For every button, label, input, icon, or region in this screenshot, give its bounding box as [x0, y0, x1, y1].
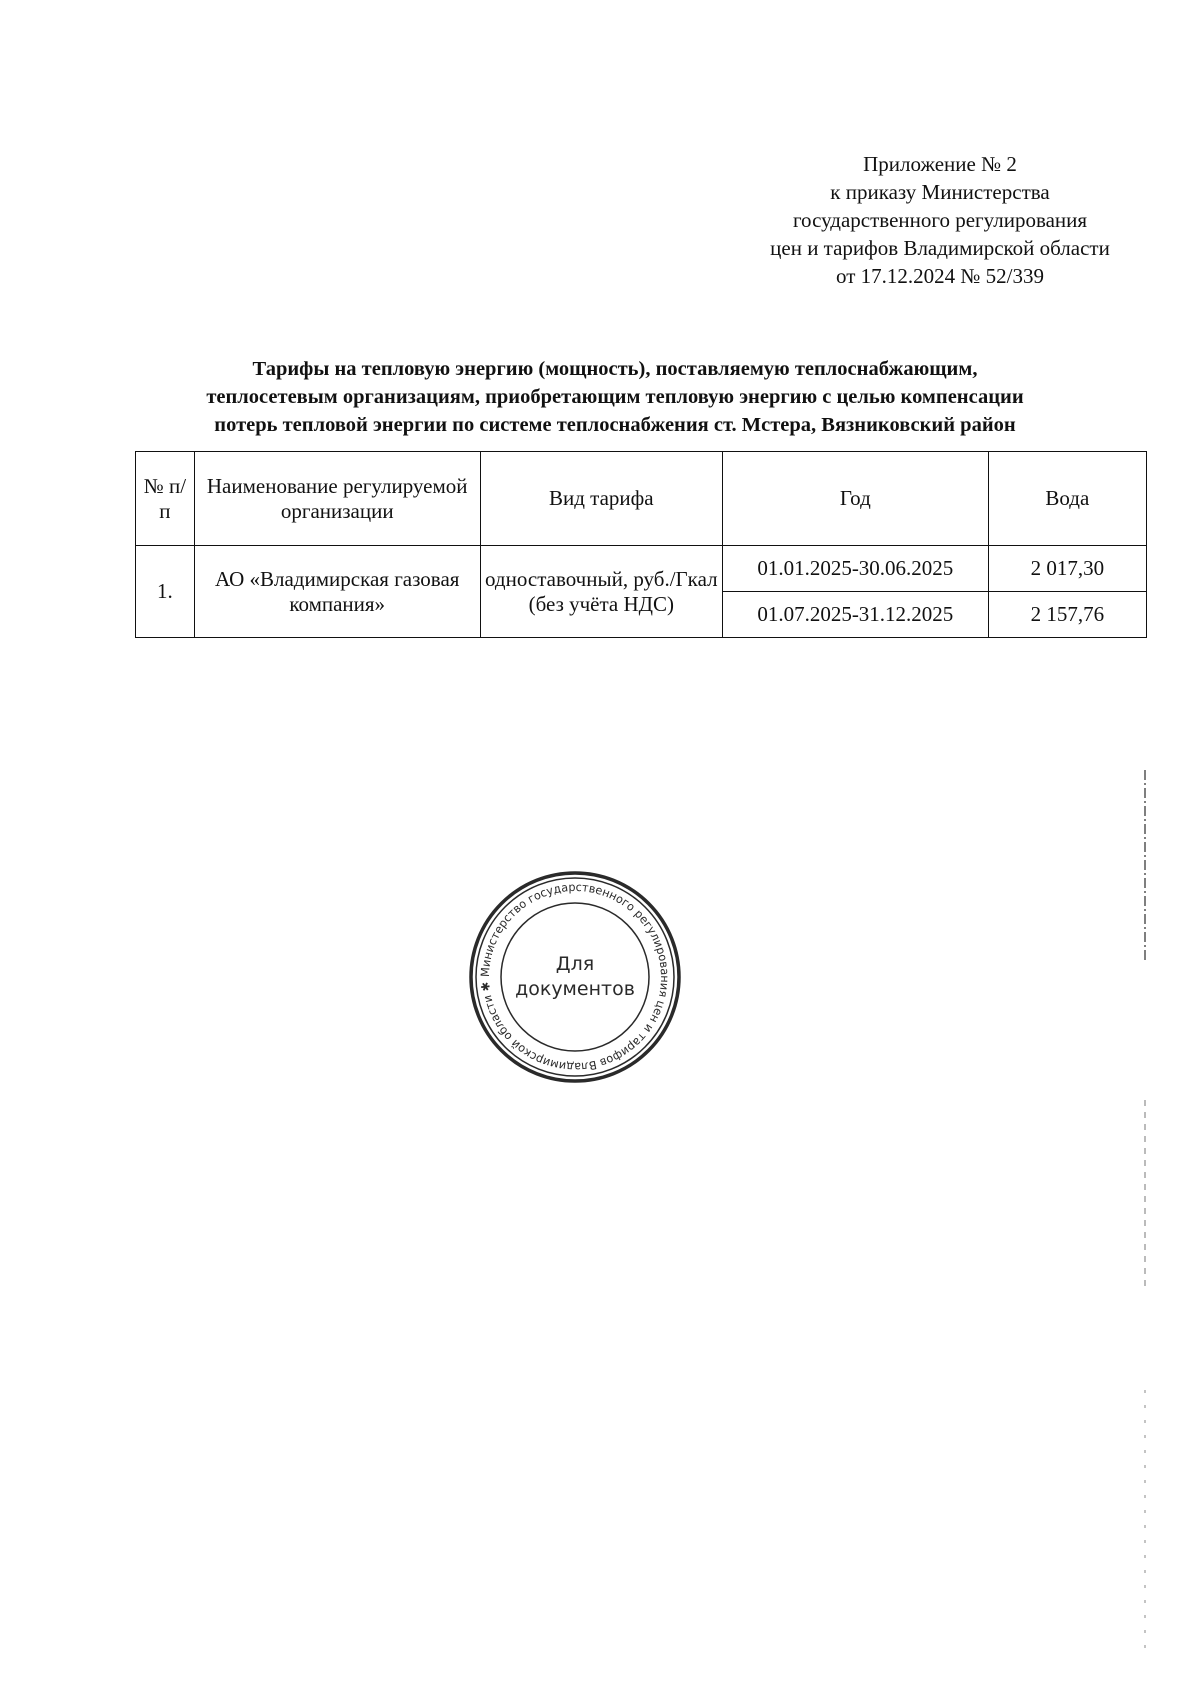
cell-organization: АО «Владимирская газовая компания»: [194, 546, 480, 638]
document-title: [120, 355, 1110, 439]
title-line: теплосетевым организациям, приобретающим тепловую энергию с целью компенсации: [206, 386, 1024, 408]
cell-tariff-kind: одноставочный, руб./Гкал (без учёта НДС): [480, 546, 722, 638]
title-line: Тарифы на тепловую энергию (мощность), поставляемую теплоснабжающим,: [252, 358, 978, 380]
cell-period: 01.07.2025-31.12.2025: [722, 592, 988, 638]
scan-margin-marks: [1140, 770, 1150, 1670]
appendix-line: Приложение № 2: [863, 152, 1017, 176]
header-organization: Наименование регулируемой организации: [194, 452, 480, 546]
stamp-ring-text: [478, 880, 672, 1074]
table-row: [136, 546, 1147, 592]
header-year: Год: [722, 452, 988, 546]
official-stamp: [465, 867, 685, 1087]
header-tariff-kind: Вид тарифа: [480, 452, 722, 546]
appendix-line: цен и тарифов Владимирской области: [770, 236, 1110, 260]
cell-period: 01.01.2025-30.06.2025: [722, 546, 988, 592]
stamp-center-line1: Для: [555, 953, 595, 975]
header-water: Вода: [988, 452, 1146, 546]
stamp-center-line2: документов: [515, 978, 635, 1000]
appendix-order-date: от 17.12.2024 № 52/339: [835, 264, 1045, 288]
header-num: № п/п: [136, 452, 195, 546]
appendix-line: к приказу Министерства: [830, 180, 1050, 204]
title-line: потерь тепловой энергии по системе теплоснабжения ст. Мстера, Вязниковский район: [214, 414, 1016, 436]
appendix-header: [730, 150, 1150, 290]
stamp-ring-textpath: Министерство государственного регулирования цен и тарифов Владимирской области ✱: [477, 879, 673, 1075]
cell-water-value: 2 017,30: [988, 546, 1146, 592]
tariff-table: [135, 451, 1147, 638]
cell-num: 1.: [136, 546, 195, 638]
cell-water-value: 2 157,76: [988, 592, 1146, 638]
table-header-row: [136, 452, 1147, 546]
appendix-line: государственного регулирования: [792, 208, 1088, 232]
